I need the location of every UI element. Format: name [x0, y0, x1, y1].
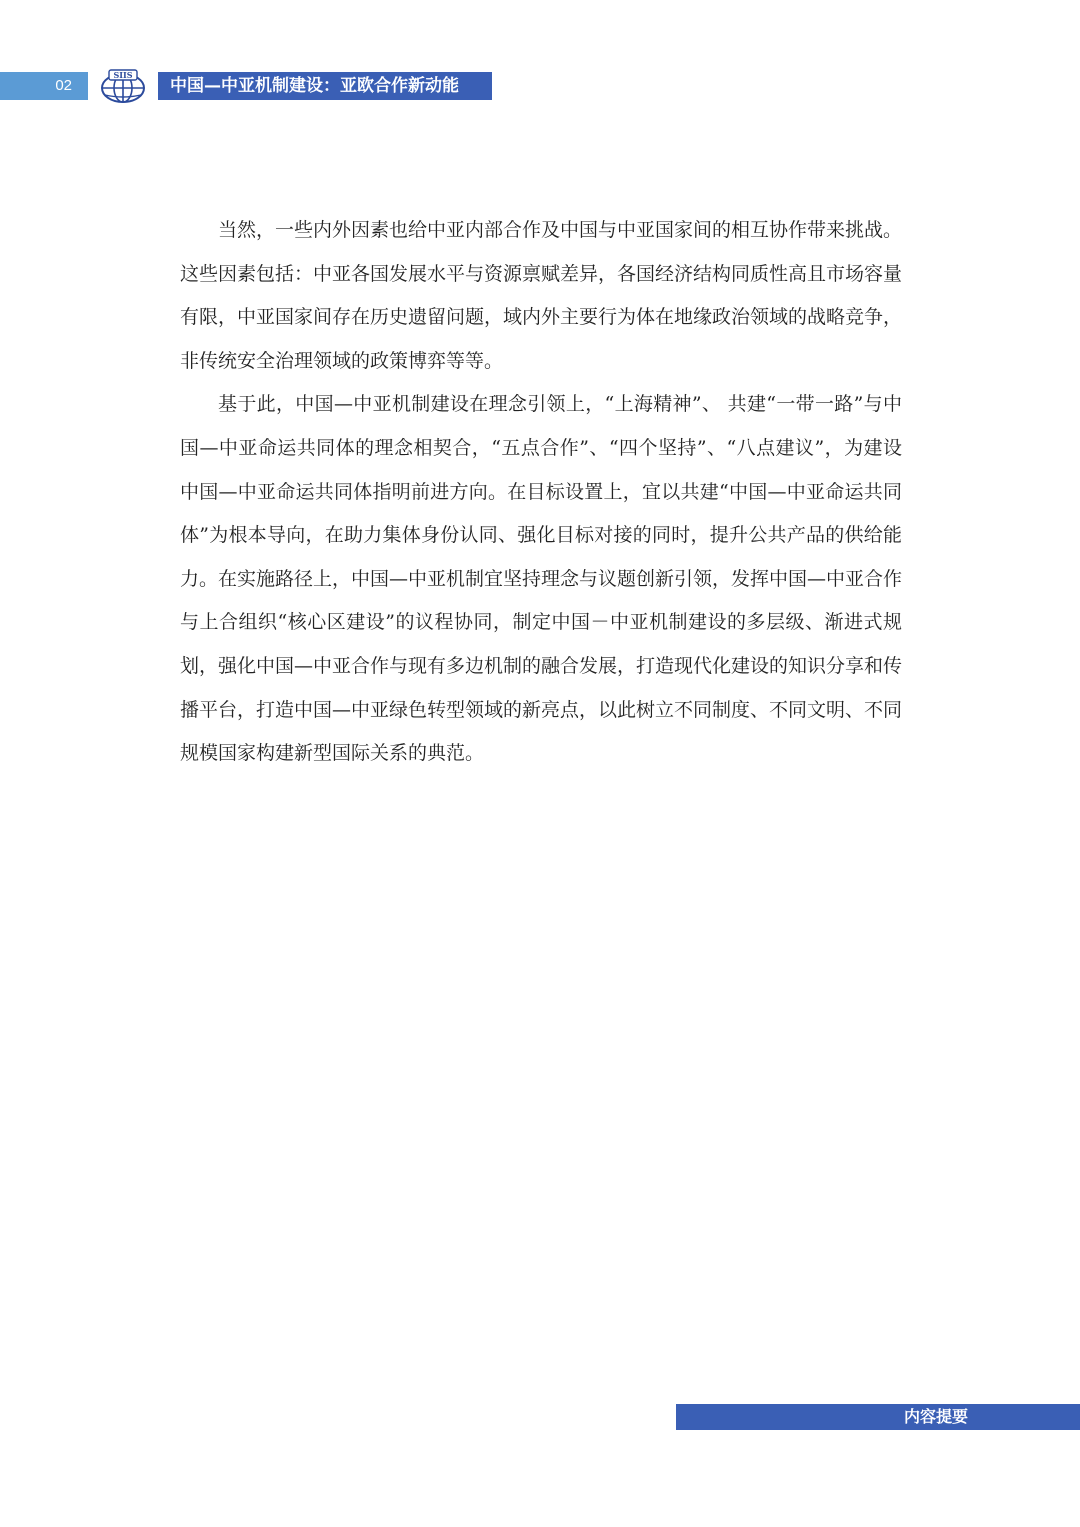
logo-lettering: SIIS — [113, 70, 133, 80]
siis-globe-logo-icon — [100, 68, 146, 104]
paragraph-1: 当然，一些内外因素也给中亚内部合作及中国与中亚国家间的相互协作带来挑战。这些因素包括：中亚各国发展水平与资源禀赋差异，各国经济结构同质性高且市场容量有限，中亚国家间存在历史遗留问题，域内外主要行为体在地缘政治领域的战略竞争，非传统安全治理领域的政策博弈等等。 — [180, 219, 903, 372]
report-title: 中国—中亚机制建设：亚欧合作新动能 — [158, 72, 492, 100]
paragraph-2: 基于此，中国—中亚机制建设在理念引领上，“上海精神”、 共建“一带一路”与中国—中亚命运共同体的理念相契合，“五点合作”、“四个坚持”、“八点建议”，为建设中国—中亚命运共同体指明前进方向。在目标设置上，宜以共建“中国—中亚命运共同体”为根本导向，在助力集体身份认同、强化目标对接的同时，提升公共产品的供给能力。在实施路径上，中国—中亚机制宜坚持理念与议题创新引领，发挥中国—中亚合作与上合组织“核心区建设”的议程协同，制定中国－中亚机制建设的多层级、渐进式规划，强化中国—中亚合作与现有多边机制的融合发展，打造现代化建设的知识分享和传播平台，打造中国—中亚绿色转型领域的新亮点，以此树立不同制度、不同文明、不同规模国家构建新型国际关系的典范。 — [180, 393, 903, 765]
page-number: 02 — [0, 72, 88, 100]
section-label: 内容提要 — [676, 1404, 1080, 1430]
summary-body — [180, 209, 902, 776]
